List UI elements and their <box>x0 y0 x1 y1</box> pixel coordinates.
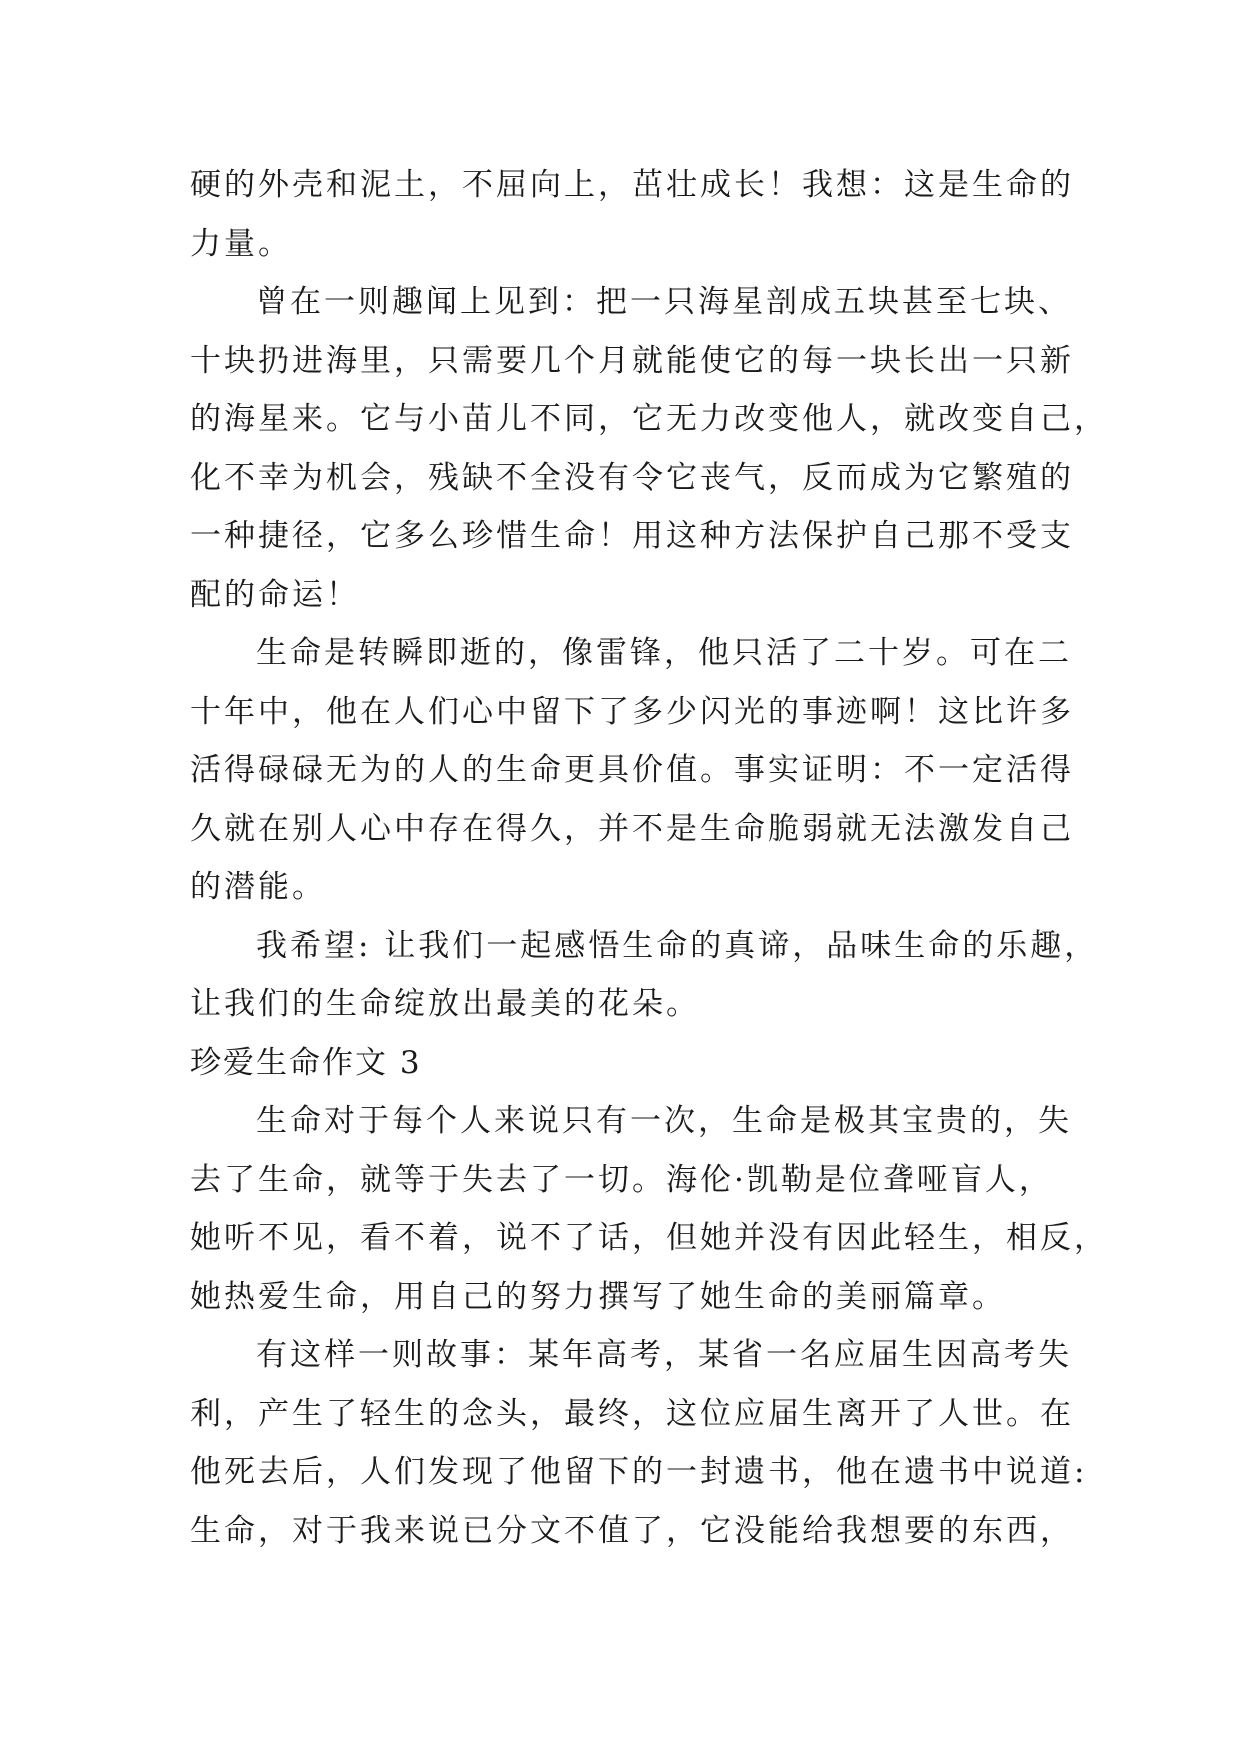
text-line: 曾在一则趣闻上见到：把一只海星剖成五块甚至七块、 <box>256 284 1072 320</box>
paragraph <box>190 156 1074 273</box>
text-line: 利，产生了轻生的念头，最终，这位应届生离开了人世。在 <box>190 1395 1074 1432</box>
text-line: 生命是转瞬即逝的，像雷锋，他只活了二十岁。可在二 <box>256 635 1072 671</box>
paragraph <box>190 1326 1088 1560</box>
text-line: 活得碌碌无为的人的生命更具价值。事实证明：不一定活得 <box>190 752 1074 788</box>
paragraph <box>190 273 1108 624</box>
text-line: 硬的外壳和泥土，不屈向上，茁壮成长！我想：这是生命的 <box>190 167 1074 203</box>
text-line: 久就在别人心中存在得久，并不是生命脆弱就无法激发自己 <box>190 810 1074 847</box>
text-line: 化不幸为机会，残缺不全没有令它丧气，反而成为它繁殖的 <box>190 459 1074 496</box>
text-line: 的潜能。 <box>190 869 326 905</box>
text-line: 让我们的生命绽放出最美的花朵。 <box>190 986 700 1022</box>
heading-text: 珍爱生命作文 3 <box>190 1044 422 1081</box>
document-page <box>190 156 1108 1560</box>
paragraph <box>190 624 1074 917</box>
text-line: 有这样一则故事：某年高考，某省一名应届生因高考失 <box>256 1337 1072 1373</box>
paragraph <box>190 1092 1108 1326</box>
text-line: 十年中，他在人们心中留下了多少闪光的事迹啊！这比许多 <box>190 693 1074 730</box>
text-line: 力量。 <box>190 225 292 262</box>
text-line: 她听不见，看不着，说不了话，但她并没有因此轻生，相反， <box>190 1220 1108 1256</box>
text-line: 他死去后，人们发现了他留下的一封遗书，他在遗书中说道: <box>190 1454 1088 1490</box>
text-line: 一种捷径，它多么珍惜生命！用这种方法保护自己那不受支 <box>190 518 1074 554</box>
text-line: 我希望: 让我们一起感悟生命的真谛，品味生命的乐趣， <box>256 927 1099 964</box>
text-line: 生命对于每个人来说只有一次，生命是极其宝贵的，失 <box>256 1103 1072 1139</box>
text-line: 她热爱生命，用自己的努力撰写了她生命的美丽篇章。 <box>190 1278 1006 1315</box>
text-line: 生命，对于我来说已分文不值了，它没能给我想要的东西， <box>190 1512 1074 1549</box>
paragraph <box>190 917 1099 1034</box>
text-line: 十块扔进海里，只需要几个月就能使它的每一块长出一只新 <box>190 342 1074 379</box>
section-heading <box>190 1034 1070 1093</box>
text-line: 去了生命，就等于失去了一切。海伦·凯勒是位聋哑盲人， <box>190 1161 1053 1198</box>
text-line: 的海星来。它与小苗儿不同，它无力改变他人，就改变自己， <box>190 401 1108 437</box>
text-line: 配的命运！ <box>190 576 360 613</box>
